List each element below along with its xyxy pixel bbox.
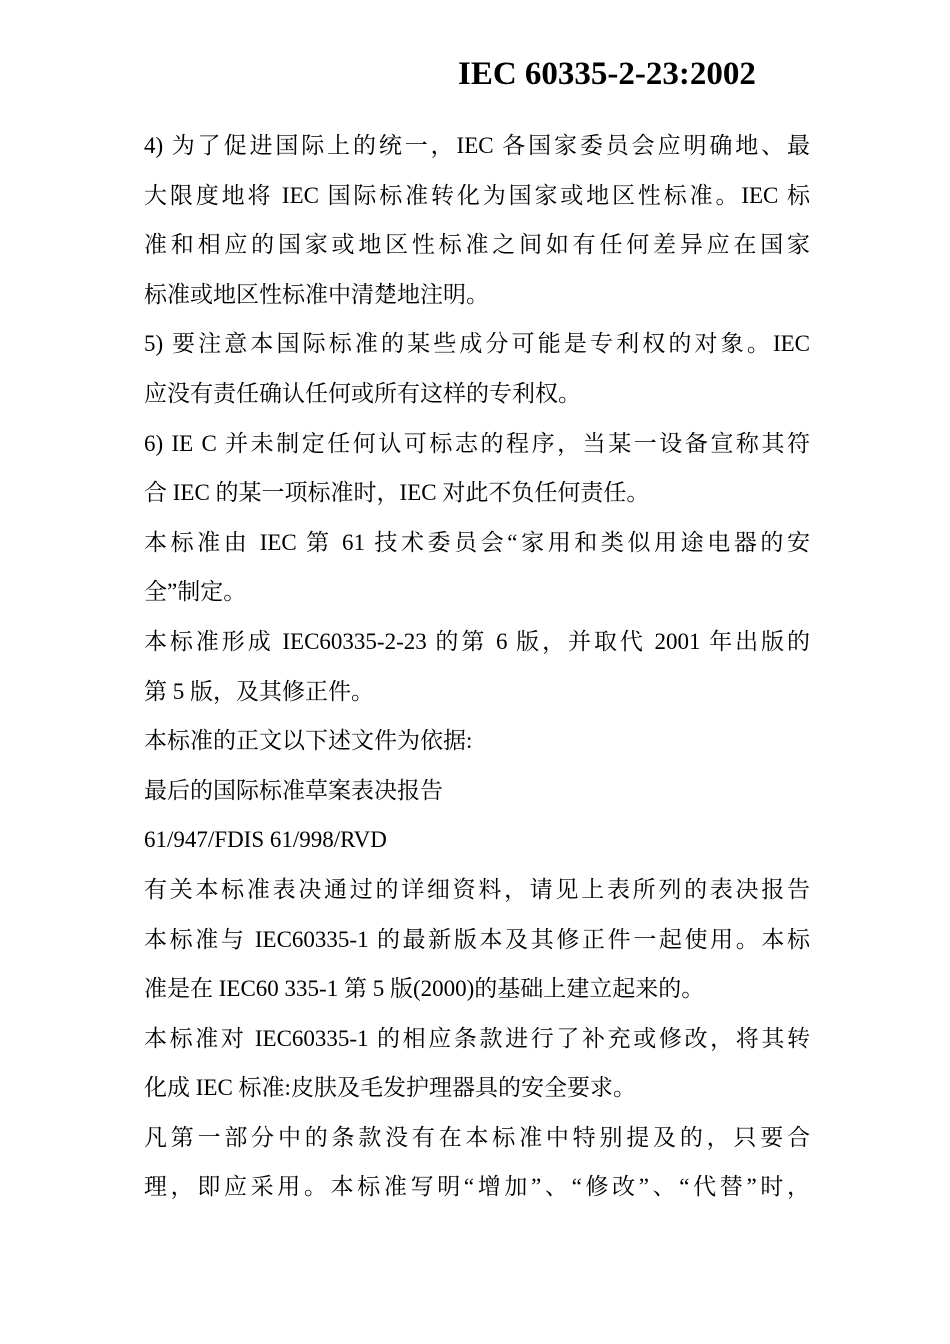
page-header-title: IEC 60335-2-23:2002 — [458, 56, 756, 92]
text-line: 本标准对 IEC60335-1 的相应条款进行了补充或修改，将其转 — [144, 1025, 810, 1051]
text-line: 化成 IEC 标准:皮肤及毛发护理器具的安全要求。 — [144, 1075, 636, 1101]
text-line: 准是在 IEC60 335-1 第 5 版(2000)的基础上建立起来的。 — [144, 976, 705, 1002]
text-line: 第 5 版，及其修正件。 — [144, 678, 374, 704]
text-line: 大限度地将 IEC 国际标准转化为国家或地区性标准。IEC 标 — [144, 182, 810, 208]
text-line: 本标准的正文以下述文件为依据: — [144, 728, 473, 754]
text-line: 理，即应采用。本标准写明“增加”、“修改”、“代替”时， — [144, 1174, 810, 1200]
text-line: 标准或地区性标准中清楚地注明。 — [144, 281, 489, 307]
text-line: 本标准由 IEC 第 61 技术委员会“家用和类似用途电器的安 — [144, 529, 810, 555]
text-line: 凡第一部分中的条款没有在本标准中特别提及的，只要合 — [144, 1124, 810, 1150]
text-line: 本标准形成 IEC60335-2-23 的第 6 版，并取代 2001 年出版的 — [144, 628, 810, 654]
text-line: 有关本标准表决通过的详细资料，请见上表所列的表决报告 — [144, 876, 810, 902]
text-line: 5) 要注意本国际标准的某些成分可能是专利权的对象。IEC — [144, 331, 810, 357]
text-line: 本标准与 IEC60335-1 的最新版本及其修正件一起使用。本标 — [144, 926, 810, 952]
text-line: 61/947/FDIS 61/998/RVD — [144, 827, 387, 853]
text-line: 合 IEC 的某一项标准时，IEC 对此不负任何责任。 — [144, 480, 650, 506]
text-line: 最后的国际标准草案表决报告 — [144, 777, 443, 803]
text-line: 全”制定。 — [144, 579, 247, 605]
text-line: 准和相应的国家或地区性标准之间如有任何差异应在国家 — [144, 232, 810, 258]
body-text — [144, 121, 810, 1212]
text-line: 4) 为了促进国际上的统一，IEC 各国家委员会应明确地、最 — [144, 133, 810, 158]
text-line: 应没有责任确认任何或所有这样的专利权。 — [144, 380, 581, 406]
text-line: 6) IE C 并未制定任何认可标志的程序，当某一设备宣称其符 — [144, 430, 810, 456]
